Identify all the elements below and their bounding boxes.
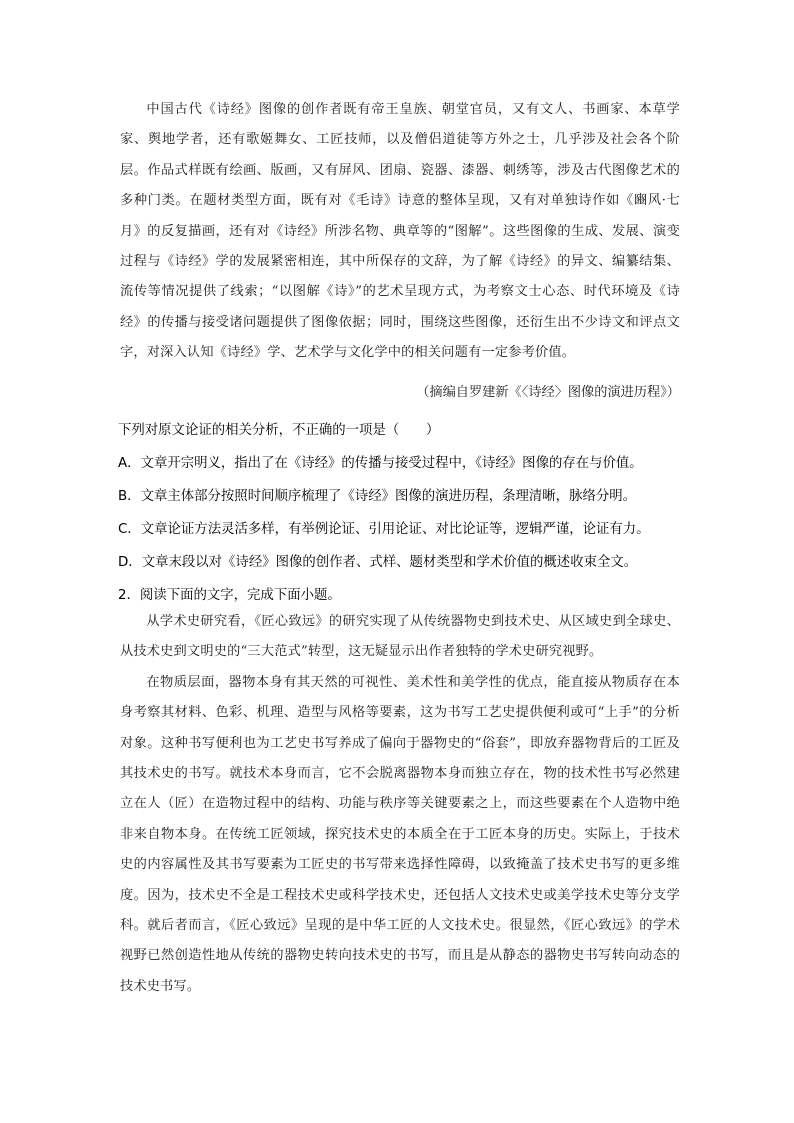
- option-a[interactable]: A．文章开宗明义，指出了在《诗经》的传播与接受过程中，《诗经》图像的存在与价值。: [118, 456, 643, 471]
- question-2-heading: 2．阅读下面的文字，完成下面小题。: [118, 588, 341, 603]
- option-d[interactable]: D．文章末段以对《诗经》图像的创作者、式样、题材类型和学术价值的概述收束全文。: [118, 555, 638, 570]
- question-1: [118, 414, 698, 612]
- reading-passage-1: [120, 95, 680, 369]
- passage-1-source: （摘编自罗建新《〈诗经〉图像的演进历程》）: [416, 385, 680, 400]
- passage-2-paragraph-1: 从学术史研究看，《匠心致远》的研究实现了从传统器物史到技术史、从区域史到全球史、从技术史到文明史的“三大范式”转型，这无疑显示出作者独特的学术史研究视野。: [120, 614, 680, 660]
- passage-1-paragraph: 中国古代《诗经》图像的创作者既有帝王皇族、朝堂官员，又有文人、书画家、本草学家、舆地学者，还有歌姬舞女、工匠技师，以及僧侣道徒等方外之士，几乎涉及社会各个阶层。作品式样既有绘画、版画，又有屏风、团扇、瓷器、漆器、刺绣等，涉及古代图像艺术的多种门类。在题材类型方面，既有对《毛诗》诗意的整体呈现，又有对单独诗作如《豳风·七月》的反复描画，还有对《诗经》所涉名物、典章等的“图解”。这些图像的生成、发展、演变过程与《诗经》学的发展紧密相连，其中所保存的文辞，为了解《诗经》的异文、编纂结集、流传等情况提供了线索；“以图解《诗》”的艺术呈现方式，为考察文士心态、时代环境及《诗经》的传播与接受诸问题提供了图像依据；同时，围绕这些图像，还衍生出不少诗文和评点文字，对深入认知《诗经》学、艺术学与文化学中的相关问题有一定参考价值。: [120, 102, 680, 361]
- option-b[interactable]: B．文章主体部分按照时间顺序梳理了《诗经》图像的演进历程，条理清晰，脉络分明。: [118, 489, 637, 504]
- reading-passage-2: [120, 607, 680, 1002]
- passage-2-paragraph-2: 在物质层面，器物本身有其天然的可视性、美术性和美学性的优点，能直接从物质存在本身考察其材料、色彩、机理、造型与风格等要素，这为书写工艺史提供便利或可“上手”的分析对象。这种书写便利也为工艺史书写养成了偏向于器物史的“俗套”，即放弃器物背后的工匠及其技术史的书写。就技术本身而言，它不会脱离器物本身而独立存在，物的技术性书写必然建立在人（匠）在造物过程中的结构、功能与秩序等关键要素之上，而这些要素在个人造物中绝非来自物本身。在传统工匠领域，探究技术史的本质全在于工匠本身的历史。实际上，于技术史的内容属性及其书写要素为工匠史的书写带来选择性障碍，以致掩盖了技术史书写的更多维度。因为，技术史不全是工程技术史或科学技术史，还包括人文技术史或美学技术史等分支学科。就后者而言，《匠心致远》呈现的是中华工匠的人文技术史。很显然，《匠心致远》的学术视野已然创造性地从传统的器物史转向技术史的书写，而且是从静态的器物史书写转向动态的技术史书写。: [120, 674, 680, 994]
- option-c[interactable]: C．文章论证方法灵活多样，有举例论证、引用论证、对比论证等，逻辑严谨，论证有力。: [118, 522, 650, 537]
- question-1-stem: 下列对原文论证的相关分析，不正确的一项是（ ）: [118, 423, 440, 438]
